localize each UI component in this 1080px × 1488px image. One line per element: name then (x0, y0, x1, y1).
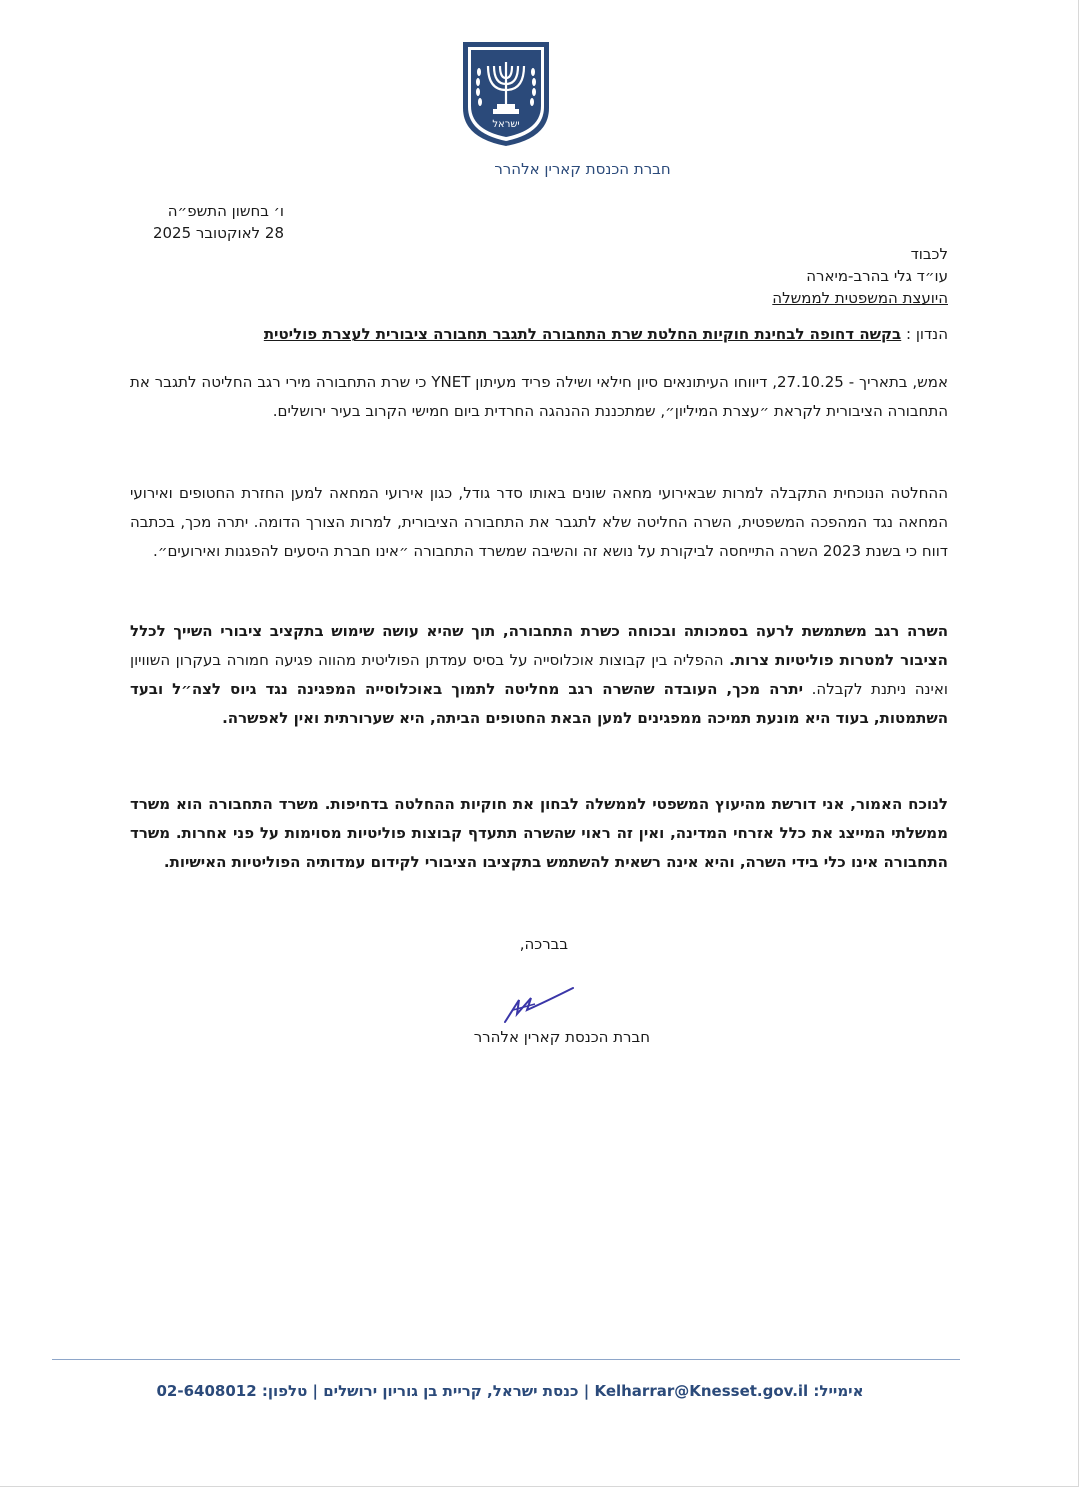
recipient-salutation: לכבוד (910, 245, 948, 263)
closing-greeting: בברכה, (519, 935, 568, 953)
date-block (153, 200, 284, 244)
paragraph-3-bold-1: השרה רגב משתמשת לרעה בסמכותה ובכוחה כשרת התחבורה, תוך שהיא עושה שימוש בתקציב ציבורי השייך לכלל הציבור למטרות פוליטיות צרות. (130, 622, 948, 669)
paragraph-3-bold-2: יתרה מכך, העובדה שהשרה רגב מחליטה לתמוך באוכלוסייה המפגינה נגד גיוס לצה״ל ובעד השתמטות, בעוד היא מונעת תמיכה ממפגינים למען הבאת החטופים הביתה, היא שערורתית ואין לאפשרה. (130, 680, 948, 727)
emblem-text: ישראל (492, 119, 520, 130)
footer-contact: אימייל: Kelharrar@Knesset.gov.il | כנסת ישראל, קריית בן גוריון ירושלים | טלפון: 02-6408012 (156, 1382, 864, 1400)
office-name: חברת הכנסת קארין אלהרר (494, 160, 671, 178)
recipient-block (772, 243, 948, 309)
subject-line (264, 325, 948, 343)
menorah-emblem-icon (459, 38, 553, 148)
subject-title: בקשה דחופה לבחינת חוקיות החלטת שרת התחבורה לתגבר תחבורה ציבורית לעצרת פוליטית (263, 325, 902, 343)
gregorian-date: 28 לאוקטובר 2025 (152, 224, 284, 242)
paragraph-3-normal: ההפליה בין קבוצות אוכלוסייה על בסיס עמדתן הפוליטית מהווה פגיעה חמורה בעקרון השוויון ואינה ניתנת לקבלה. (130, 651, 949, 698)
paragraph-1: אמש, בתאריך - 27.10.25, דיווחו העיתונאים סיון חילאי ושילה פריד מעיתון YNET כי שרת התחבורה מירי רגב החליטה לתגבר את התחבורה הציבורית לקראת ״עצרת המיליון״, שמתכננת ההנהגה החרדית ביום חמישי הקרוב בעיר ירושלים. (130, 373, 949, 420)
paragraph-4: לנוכח האמור, אני דורשת מהיעוץ המשפטי לממשלה לבחון את חוקיות ההחלטה בדחיפות. משרד התחבורה הוא משרד ממשלתי המייצג את כלל אזרחי המדינה, ואין זה ראוי שהשרה תתעדף קבוצות פוליטיות מסוימות על פני אחרות. משרד התחבורה אינו כלי בידי השרה, והיא אינה רשאית להשתמש בתקציבו הציבורי לקידום עמדותיה הפוליטיות האישיות. (130, 795, 948, 871)
hebrew-date: ו׳ בחשון התשפ״ה (167, 202, 284, 220)
recipient-name: עו״ד גלי בהרב-מיארה (806, 267, 948, 285)
recipient-title: היועצת המשפטית לממשלה (772, 289, 948, 307)
signer-name: חברת הכנסת קארין אלהרר (473, 1028, 650, 1046)
paragraph-3 (130, 617, 948, 733)
subject-label: הנדון : (906, 325, 948, 343)
footer-divider (52, 1359, 960, 1360)
paragraph-2: ההחלטה הנוכחית התקבלה למרות שבאירועי מחאה שונים באותו סדר גודל, כגון אירועי המחאה למען החזרת החטופים ואירועי המחאה נגד המהפכה המשפטית, השרה החליטה שלא לתגבר את התחבורה הציבורית, למרות הצורך הדומה. יתרה מכך, בכתבה דווח כי בשנת 2023 השרה התייחסה לביקורת על נושא זה והשיבה שמשרד התחבורה ״אינו חברת היסעים להפגנות ואירועים״. (130, 484, 948, 560)
signature-icon (495, 980, 585, 1030)
